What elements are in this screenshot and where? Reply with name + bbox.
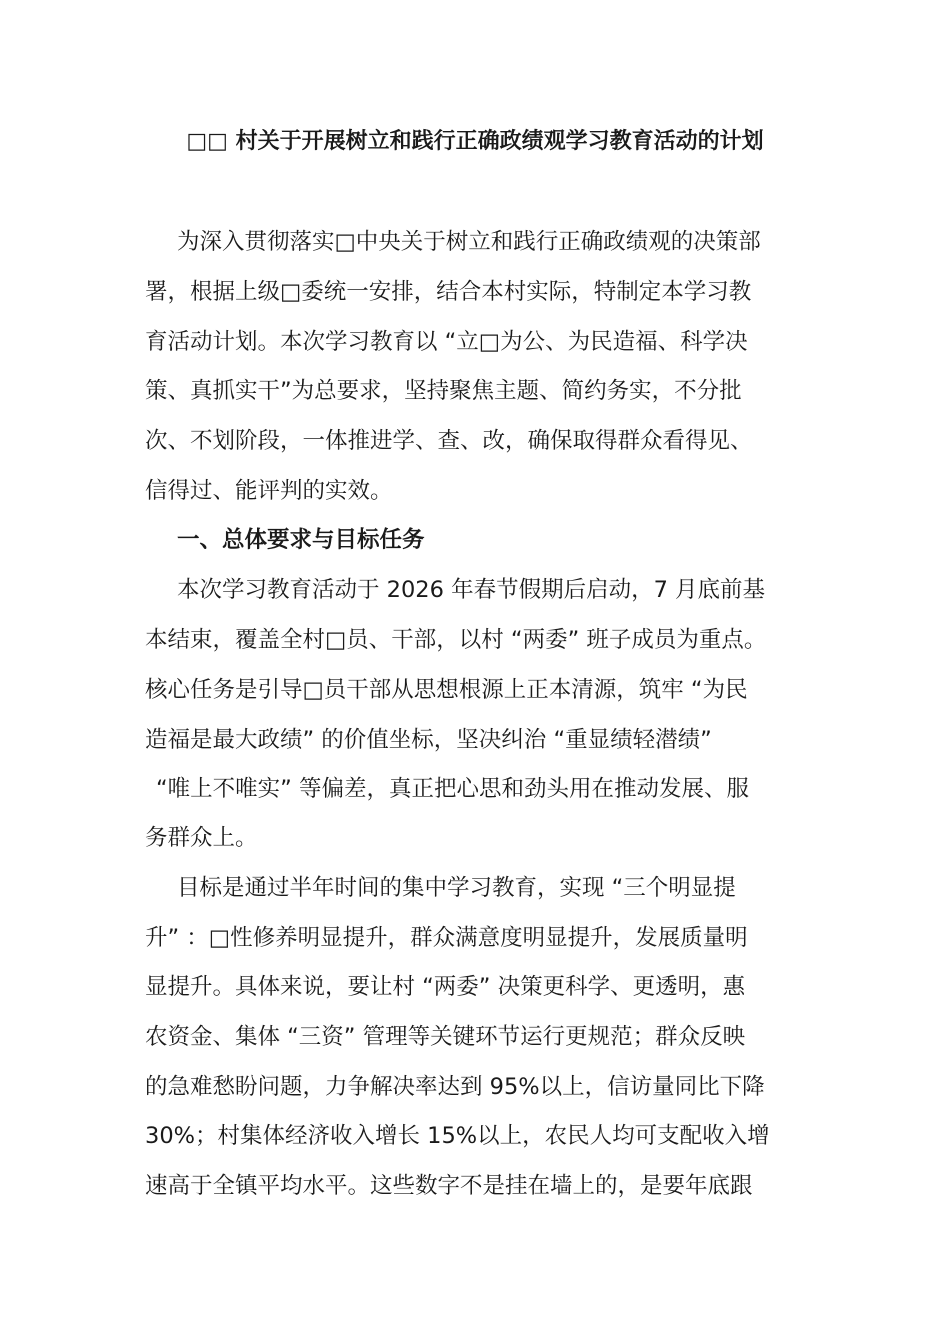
paragraph-line: 核心任务是引导□员干部从思想根源上正本清源，筑牢 “为民	[145, 677, 748, 703]
paragraph-line: 本结束，覆盖全村□员、干部，以村 “两委” 班子成员为重点。	[145, 627, 767, 653]
paragraph-line: 显提升。具体来说，要让村 “两委” 决策更科学、更透明，惠	[145, 974, 746, 1000]
paragraph-line: 造福是最大政绩” 的价值坐标，坚决纠治 “重显绩轻潜绩”	[145, 727, 712, 753]
paragraph-line: 速高于全镇平均水平。这些数字不是挂在墙上的，是要年底跟	[145, 1173, 753, 1199]
document-title: □□ 村关于开展树立和践行正确政绩观学习教育活动的计划	[186, 129, 764, 154]
paragraph-line: 育活动计划。本次学习教育以 “立□为公、为民造福、科学决	[145, 329, 748, 355]
paragraph-line: 本次学习教育活动于 2026 年春节假期后启动，7 月底前基	[177, 577, 766, 603]
section-heading: 一、总体要求与目标任务	[177, 527, 425, 553]
paragraph-line: 升” ：□性修养明显提升，群众满意度明显提升，发展质量明	[145, 925, 748, 951]
paragraph-line: 目标是通过半年时间的集中学习教育，实现 “三个明显提	[177, 875, 736, 901]
paragraph-line: 的急难愁盼问题，力争解决率达到 95%以上，信访量同比下降	[145, 1074, 765, 1100]
paragraph-line: 次、不划阶段，一体推进学、查、改，确保取得群众看得见、	[145, 428, 753, 454]
paragraph-line: 为深入贯彻落实□中央关于树立和践行正确政绩观的决策部	[177, 229, 761, 255]
paragraph-line: “唯上不唯实” 等偏差，真正把心思和劲头用在推动发展、服	[156, 776, 749, 802]
paragraph-line: 务群众上。	[145, 825, 258, 851]
paragraph-line: 农资金、集体 “三资” 管理等关键环节运行更规范；群众反映	[145, 1024, 746, 1050]
paragraph-line: 署，根据上级□委统一安排，结合本村实际，特制定本学习教	[145, 279, 752, 305]
paragraph-line: 策、真抓实干”为总要求，坚持聚焦主题、简约务实，不分批	[145, 378, 742, 404]
paragraph-line: 30%；村集体经济收入增长 15%以上，农民人均可支配收入增	[145, 1123, 770, 1149]
paragraph-line: 信得过、能评判的实效。	[145, 478, 393, 504]
